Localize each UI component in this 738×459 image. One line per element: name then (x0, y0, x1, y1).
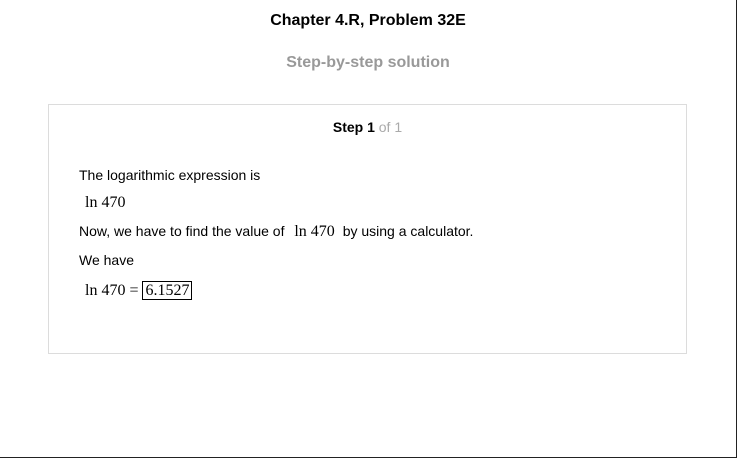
result-answer-box: 6.1527 (142, 281, 192, 300)
instruction-text-after: by using a calculator. (342, 223, 474, 239)
we-have-text: We have (79, 252, 134, 268)
instruction-math: ln 470 (294, 223, 335, 240)
step-count: of 1 (378, 119, 403, 135)
instruction-text-before: Now, we have to find the value of (79, 223, 285, 239)
instruction-line (79, 223, 473, 241)
solution-card (48, 104, 687, 354)
solution-subtitle: Step-by-step solution (286, 54, 450, 71)
page-title: Chapter 4.R, Problem 32E (270, 12, 466, 29)
expression-math: ln 470 (85, 194, 126, 211)
result-equation (85, 282, 192, 300)
step-label: Step 1 (332, 119, 375, 135)
step-header (49, 119, 686, 135)
expression-intro-text: The logarithmic expression is (79, 167, 261, 183)
result-lhs: ln 470 = (85, 282, 139, 299)
